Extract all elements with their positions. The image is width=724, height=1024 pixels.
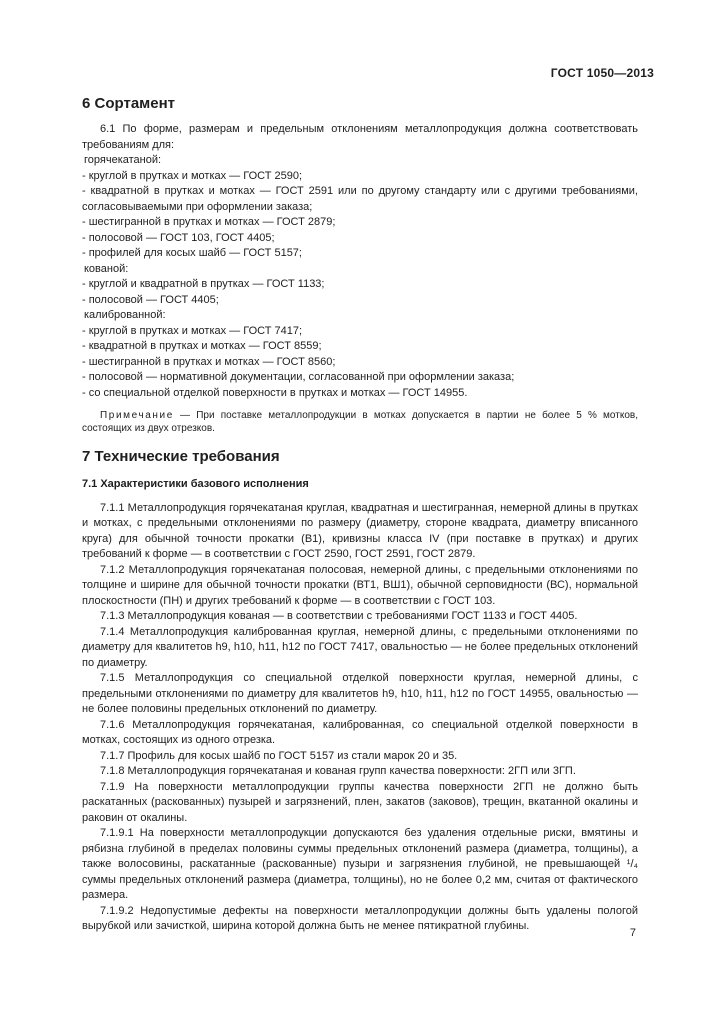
list-item: - круглой в прутках и мотках — ГОСТ 7417; [82,324,303,337]
list-item: горячекатаной: [84,154,162,166]
paragraph: 7.1.1 Металлопродукция горячекатаная круглая, квадратная и шестигранная, немерной длины в прутках и мотках, с предельными отклонениями по размеру (диаметру, стороне квадрата, диаметру вписанного круга) для обычной точности прокатки (В1), кривизны класса IV (при поставке в прутках) и других требований к форме — в соответствии с ГОСТ 2590, ГОСТ 2591, ГОСТ 2879. [82,501,638,560]
paragraph: 7.1.3 Металлопродукция кованая — в соответствии с требованиями ГОСТ 1133 и ГОСТ 4405. [100,610,578,622]
document-id-header: ГОСТ 1050—2013 [550,66,654,80]
subsection-7-1-title: 7.1 Характеристики базового исполнения [82,478,309,490]
list-item: - шестигранной в прутках и мотках — ГОСТ 8560; [82,355,336,368]
note-label: Примечание [100,410,174,421]
paragraph: 7.1.5 Металлопродукция со специальной отделкой поверхности круглая, немерной длины, с предельными отклонениями по диаметру для квалитетов h9, h10, h11, h12 по ГОСТ 14955, овальностью — не более половины предельных отклонений по диаметру. [82,672,638,715]
paragraph: 7.1.9.2 Недопустимые дефекты на поверхности металлопродукции должны быть удалены пологой вырубкой или зачисткой, ширина которой должна быть не менее пятикратной глубины. [82,904,638,932]
list-item: - полосовой — ГОСТ 4405; [82,293,219,306]
list-item: - шестигранной в прутках и мотках — ГОСТ 2879; [82,216,336,228]
section-7-title: 7 Технические требования [82,448,280,465]
list-item: - со специальной отделкой поверхности в прутках и мотках — ГОСТ 14955. [82,386,468,399]
list-item: - квадратной в прутках и мотках — ГОСТ 8559; [82,340,322,352]
page-content [82,94,638,935]
paragraph: 7.1.6 Металлопродукция горячекатаная, калиброванная, со специальной отделкой поверхности в мотках, состоящих из одного отрезка. [82,718,638,746]
list-item: - круглой в прутках и мотках — ГОСТ 2590; [82,169,303,182]
page-number: 7 [629,927,636,939]
list-item: - круглой и квадратной в прутках — ГОСТ 1133; [82,278,325,290]
section-6-intro: 6.1 По форме, размерам и предельным отклонениям металлопродукция должна соответствовать требованиям для: [82,123,638,151]
list-item: калиброванной: [84,309,166,321]
section-6-title: 6 Сортамент [82,95,176,112]
list-item: - квадратной в прутках и мотках — ГОСТ 2591 или по другому стандарту или с другими требованиями, согласовываемыми при оформлении заказа; [82,185,638,213]
section-6-note [82,409,638,435]
paragraph: 7.1.2 Металлопродукция горячекатаная полосовая, немерной длины, с предельными отклонениями по толщине и ширине для обычной точности прокатки (ВТ1, ВШ1), обычной серповидности (ВС), нормальной плоскостности (ПН) и других требований к форме — в соответствии с ГОСТ 103. [82,563,638,607]
paragraph: 7.1.8 Металлопродукция горячекатаная и кованая групп качества поверхности: 2ГП или 3ГП. [100,765,576,777]
list-item: - полосовой — ГОСТ 103, ГОСТ 4405; [82,231,275,244]
paragraph: 7.1.4 Металлопродукция калиброванная круглая, немерной длины, с предельными отклонениями по диаметру для квалитетов h9, h10, h11, h12 по ГОСТ 7417, овальностью — не более предельных отклонений по диаметру. [82,625,638,669]
list-item: кованой: [84,262,129,275]
list-item: - полосовой — нормативной документации, согласованной при оформлении заказа; [82,371,515,383]
list-item: - профилей для косых шайб — ГОСТ 5157; [82,247,302,259]
paragraph: 7.1.9.1 На поверхности металлопродукции допускаются без удаления отдельные риски, вмятины и рябизна глубиной в пределах половины суммы предельных отклонений размера (диаметра, толщины), а также волосовины, раскатанные (раскованные) пузыри и загрязнения глубиной, не превышающей ¹/₄ суммы предельных отклонений размера (диаметра, толщины), но не более 0,2 мм, считая от фактического размера. [82,827,638,901]
note-text: — При поставке металлопродукции в мотках допускается в партии не более 5 % мотков, состоящих из двух отрезков. [82,410,638,434]
paragraph: 7.1.9 На поверхности металлопродукции группы качества поверхности 2ГП не должно быть раскатанных (раскованных) пузырей и загрязнений, плен, закатов (заковов), трещин, вкатанной окалины и раковин от окалины. [82,780,638,824]
paragraph: 7.1.7 Профиль для косых шайб по ГОСТ 5157 из стали марок 20 и 35. [100,749,458,762]
